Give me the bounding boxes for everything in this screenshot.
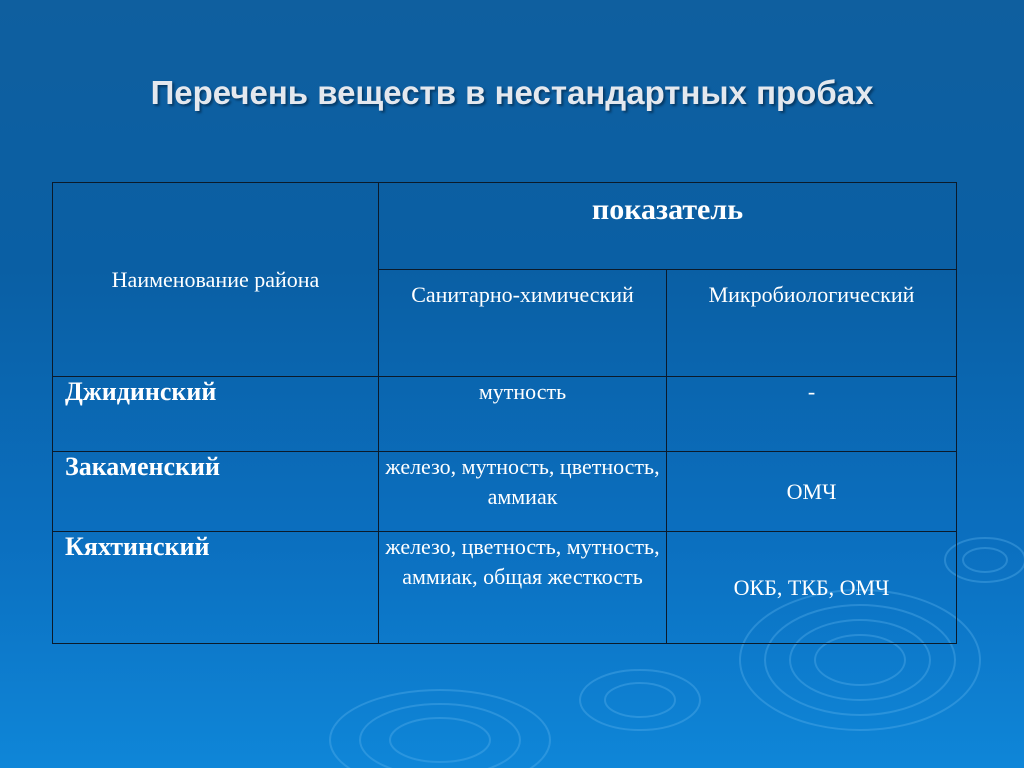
- region-cell: Кяхтинский: [53, 532, 379, 644]
- region-cell: Закаменский: [53, 452, 379, 532]
- micro-cell: ОКБ, ТКБ, ОМЧ: [667, 532, 957, 644]
- header-micro: Микробиологический: [667, 270, 957, 377]
- table-row: [53, 377, 957, 452]
- region-cell: Джидинский: [53, 377, 379, 452]
- table-row: [53, 532, 957, 644]
- sanitary-cell: мутность: [379, 377, 667, 452]
- substances-table: [52, 182, 957, 644]
- table-row: [53, 452, 957, 532]
- table-header-row: [53, 183, 957, 270]
- header-sanitary: Санитарно-химический: [379, 270, 667, 377]
- slide-title: Перечень веществ в нестандартных пробах: [150, 74, 874, 111]
- sanitary-cell: железо, мутность, цветность, аммиак: [379, 452, 667, 532]
- sanitary-cell: железо, цветность, мутность, аммиак, общая жесткость: [379, 532, 667, 644]
- micro-cell: ОМЧ: [667, 452, 957, 532]
- micro-cell: -: [667, 377, 957, 452]
- header-region-name: Наименование района: [53, 183, 379, 377]
- header-indicator: показатель: [379, 183, 957, 270]
